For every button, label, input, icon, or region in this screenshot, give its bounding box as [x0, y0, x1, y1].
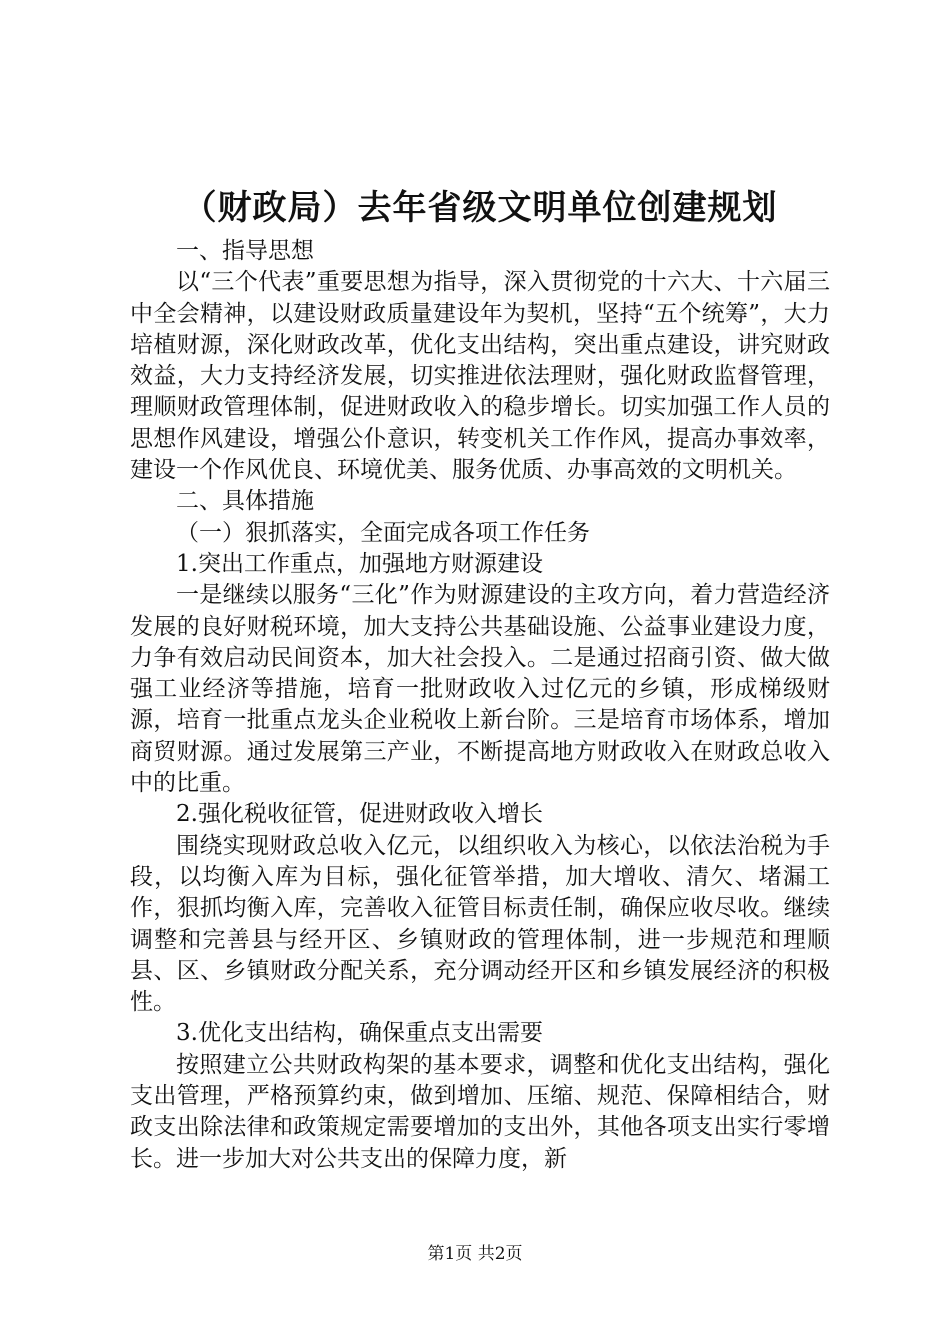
paragraph-item-3: 按照建立公共财政构架的基本要求，调整和优化支出结构，强化支出管理，严格预算约束，做到增加、压缩、规范、保障相结合，财政支出除法律和政策规定需要增加的支出外，其他各项支出实行零增长。进一步加大对公共支出的保障力度，新: [130, 1051, 830, 1172]
paragraph-item-1: 一是继续以服务“三化”作为财源建设的主攻方向，着力营造经济发展的良好财税环境，加大支持公共基础设施、公益事业建设力度，力争有效启动民间资本，加大社会投入。二是通过招商引资、做大做强工业经济等措施，培育一批财政收入过亿元的乡镇，形成梯级财源，培育一批重点龙头企业税收上新台阶。三是培育市场体系，增加商贸财源。通过发展第三产业，不断提高地方财政收入在财政总收入中的比重。: [130, 582, 830, 797]
subsection-heading-implementation: （一）狠抓落实，全面完成各项工作任务: [176, 519, 590, 546]
page-number-label: 第1页 共2页: [427, 1244, 523, 1264]
item-heading-3: 3.优化支出结构，确保重点支出需要: [176, 1020, 543, 1047]
document-title: （财政局）去年省级文明单位创建规划: [182, 188, 778, 228]
paragraph-guiding-ideology: 以“三个代表”重要思想为指导，深入贯彻党的十六大、十六届三中全会精神，以建设财政质量建设年为契机，坚持“五个统筹”，大力培植财源，深化财政改革，优化支出结构，突出重点建设，讲究财政效益，大力支持经济发展，切实推进依法理财，强化财政监督管理，理顺财政管理体制，促进财政收入的稳步增长。切实加强工作人员的思想作风建设，增强公仆意识，转变机关工作作风，提高办事效率，建设一个作风优良、环境优美、服务优质、办事高效的文明机关。: [130, 269, 830, 484]
item-heading-1: 1.突出工作重点，加强地方财源建设: [176, 550, 543, 577]
item-heading-2: 2.强化税收征管，促进财政收入增长: [176, 801, 543, 828]
section-heading-guiding-ideology: 一、指导思想: [176, 238, 314, 264]
document-body: [130, 182, 830, 1175]
paragraph-item-2: 围绕实现财政总收入亿元，以组织收入为核心，以依法治税为手段，以均衡入库为目标，强化征管举措，加大增收、清欠、堵漏工作，狠抓均衡入库，完善收入征管目标责任制，确保应收尽收。继续调整和完善县与经开区、乡镇财政的管理体制，进一步规范和理顺县、区、乡镇财政分配关系，充分调动经开区和乡镇发展经济的积极性。: [130, 832, 830, 1016]
page-footer: [0, 1242, 950, 1266]
section-heading-specific-measures: 二、具体措施: [176, 488, 314, 515]
